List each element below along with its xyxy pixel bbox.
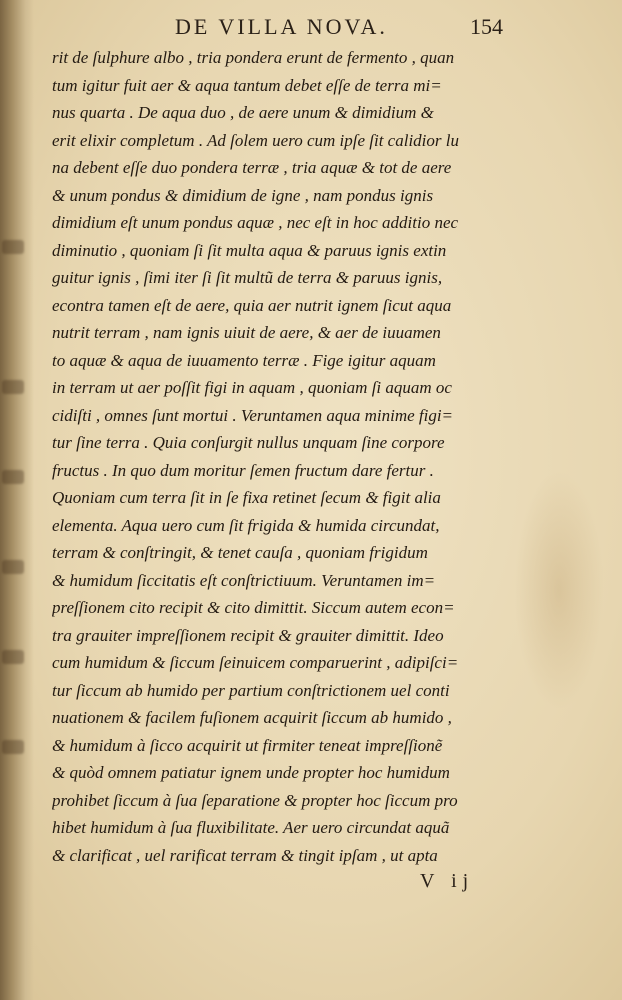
text-line: nutrit terram , nam ignis uiuit de aere, & aer de iuuamen xyxy=(52,323,441,342)
text-line: to aquæ & aqua de iuuamento terræ . Fige igitur aquam xyxy=(52,350,436,370)
text-line: diminutio , quoniam ſi ſit multa aqua & paruus ignis extin xyxy=(52,240,447,260)
text-line: preſſionem cito recipit & cito dimittit. Siccum autem econ= xyxy=(52,598,455,617)
text-line: econtra tamen eſt de aere, quia aer nutrit ignem ſicut aqua xyxy=(52,295,452,315)
gutter-ink-mark xyxy=(2,470,24,484)
text-line: & quòd omnem patiatur ignem unde propter hoc humidum xyxy=(52,763,450,782)
gutter-ink-mark xyxy=(2,560,24,574)
text-line: tra grauiter impreſſionem recipit & grauiter dimittit. Ideo xyxy=(52,625,444,645)
page-header xyxy=(0,8,622,42)
binding-gutter xyxy=(0,0,34,1000)
text-line: Quoniam cum terra ſit in ſe fixa retinet ſecum & figit alia xyxy=(52,488,441,507)
body-text xyxy=(52,44,532,869)
text-line: in terram ut aer poſſit figi in aquam , quoniam ſi aquam oc xyxy=(52,378,452,397)
page-number: 154 xyxy=(470,14,503,39)
text-line: fructus . In quo dum moritur ſemen fructum dare fertur . xyxy=(52,460,434,480)
text-line: elementa. Aqua uero cum ſit frigida & humida circundat, xyxy=(52,515,440,535)
text-line: & humidum à ſicco acquirit ut firmiter teneat impreſſionẽ xyxy=(52,735,443,755)
gutter-ink-mark xyxy=(2,240,24,254)
text-line: tur ſiccum ab humido per partium conſtrictionem uel conti xyxy=(52,680,450,700)
text-line: guitur ignis , ſimi iter ſi ſit multũ de terra & paruus ignis, xyxy=(52,268,443,287)
gutter-ink-mark xyxy=(2,740,24,754)
gutter-ink-mark xyxy=(2,380,24,394)
text-line: na debent eſſe duo pondera terræ , tria aquæ & tot de aere xyxy=(52,158,452,177)
text-line: rit de ſulphure albo , tria pondera erunt de fermento , quan xyxy=(52,48,455,67)
text-line: nus quarta . De aqua duo , de aere unum & dimidium & xyxy=(52,103,434,122)
text-line: prohibet ſiccum à ſua ſeparatione & propter hoc ſiccum pro xyxy=(52,790,458,810)
text-line: dimidium eſt unum pondus aquæ , nec eſt in hoc additio nec xyxy=(52,213,459,232)
text-line: & clarificat , uel rarificat terram & tingit ipſam , ut apta xyxy=(52,845,438,865)
text-line: cum humidum & ſiccum ſeinuicem comparuerint , adipiſci= xyxy=(52,653,459,672)
text-line: hibet humidum à ſua fluxibilitate. Aer uero circundat aquã xyxy=(52,818,450,837)
text-line: tur ſine terra . Quia conſurgit nullus unquam ſine corpore xyxy=(52,433,445,452)
text-line: erit elixir completum . Ad ſolem uero cum ipſe ſit calidior lu xyxy=(52,130,459,150)
text-line: tum igitur fuit aer & aqua tantum debet eſſe de terra mi= xyxy=(52,75,442,95)
gutter-ink-mark xyxy=(2,650,24,664)
text-line: cidiſti , omnes ſunt mortui . Veruntamen aqua minime figi= xyxy=(52,405,454,425)
running-title: DE VILLA NOVA. xyxy=(175,14,388,39)
text-line: & humidum ſiccitatis eſt conſtrictiuum. Veruntamen im= xyxy=(52,570,436,590)
text-line: terram & conſtringit, & tenet cauſa , quoniam frigidum xyxy=(52,543,428,562)
signature-mark: V ij xyxy=(420,870,475,892)
text-line: nuationem & facilem fuſionem acquirit ſiccum ab humido , xyxy=(52,708,452,727)
text-line: & unum pondus & dimidium de igne , nam pondus ignis xyxy=(52,185,434,205)
